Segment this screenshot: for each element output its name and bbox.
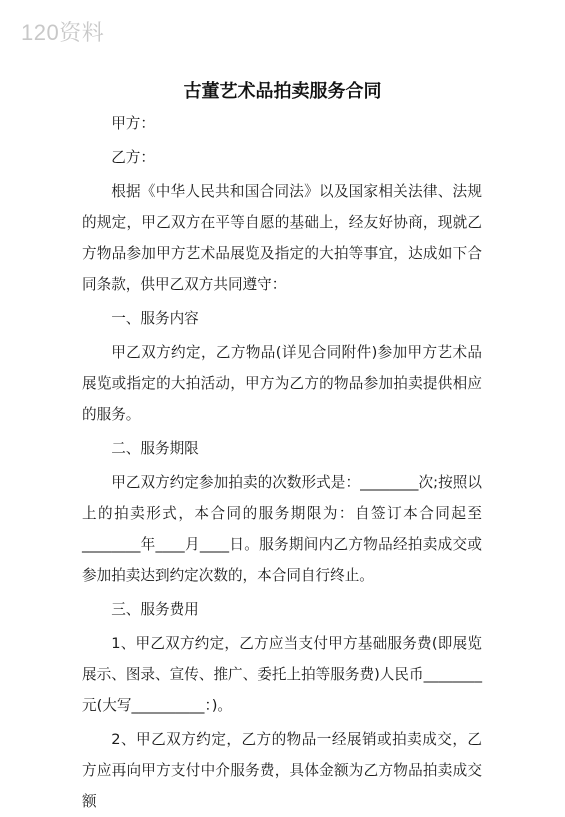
contract-body <box>82 108 482 817</box>
section-heading-services: 一、服务内容 <box>111 310 199 327</box>
section-services-text: 甲乙双方约定，乙方物品(详见合同附件)参加甲方艺术品展览或指定的大拍活动，甲方为乙方的物品参加拍卖提供相应的服务。 <box>82 344 482 423</box>
party-b-label: 乙方： <box>111 149 155 166</box>
section-heading-fees: 三、服务费用 <box>111 601 199 618</box>
section-heading-term: 二、服务期限 <box>111 440 199 457</box>
document-title: 古董艺术品拍卖服务合同 <box>183 81 382 102</box>
intro-paragraph: 根据《中华人民共和国合同法》以及国家相关法律、法规的规定，甲乙双方在平等自愿的基础上，经友好协商，现就乙方物品参加甲方艺术品展览及指定的大拍等事宜，达成如下合同条款，供甲乙双方共同遵守： <box>82 183 482 293</box>
party-a-label: 甲方： <box>111 115 155 132</box>
section-fees-item-2: 2、甲乙双方约定，乙方的物品一经展销或拍卖成交，乙方应再向甲方支付中介服务费，具体金额为乙方物品拍卖成交额 <box>82 731 482 810</box>
watermark: 120资料 <box>21 20 105 45</box>
section-fees-item-1: 1、甲乙双方约定，乙方应当支付甲方基础服务费(即展览展示、图录、宣传、推广、委托上拍等服务费)人民币________元(大写__________：)。 <box>82 635 482 714</box>
section-term-text: 甲乙双方约定参加拍卖的次数形式是：________次;按照以上的拍卖形式，本合同的服务期限为：自签订本合同起至________年____月____日。服务期间内乙方物品经拍卖成交或参加拍卖达到约定次数的，本合同自行终止。 <box>82 474 482 584</box>
